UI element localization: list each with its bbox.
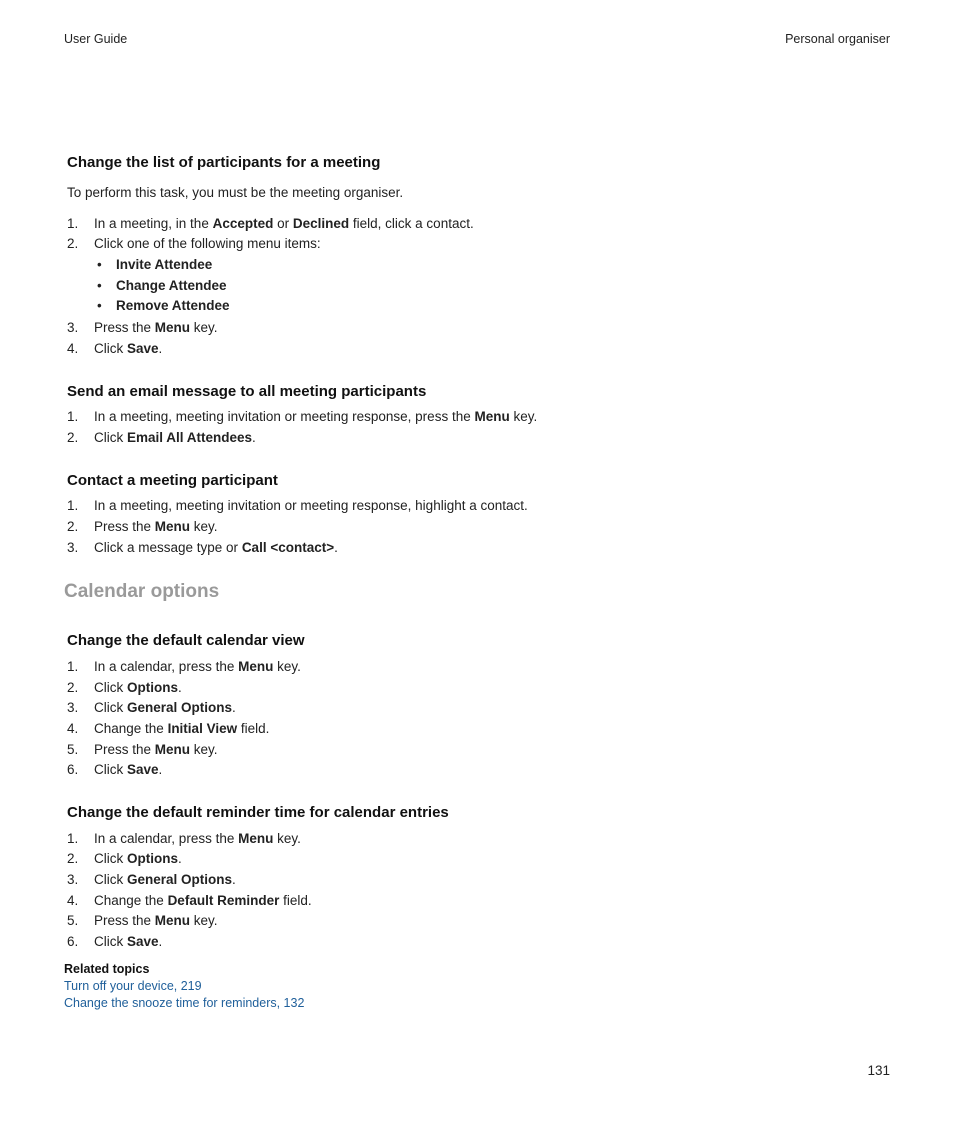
heading-default-view: Change the default calendar view (67, 632, 305, 649)
list-item: 4. Change the Initial View field. (67, 721, 270, 736)
bullet-item: • Remove Attendee (97, 298, 230, 313)
list-item: 1. In a meeting, in the Accepted or Declined field, click a contact. (67, 216, 474, 231)
list-item: 3. Press the Menu key. (67, 320, 218, 335)
list-item: 4. Click Save. (67, 341, 163, 356)
heading-send-email: Send an email message to all meeting participants (67, 383, 427, 400)
list-item: 6. Click Save. (67, 762, 163, 777)
list-item: 5. Press the Menu key. (67, 913, 218, 928)
section-heading-calendar-options: Calendar options (64, 581, 220, 602)
related-topics-title: Related topics (64, 962, 150, 976)
related-link-snooze-time[interactable]: Change the snooze time for reminders, 132 (64, 996, 305, 1010)
list-item: 2. Click one of the following menu items: (67, 236, 321, 251)
bullet-item: • Change Attendee (97, 278, 227, 293)
list-item: 3. Click a message type or Call <contact>. (67, 540, 338, 555)
list-item: 3. Click General Options. (67, 700, 236, 715)
list-item: 6. Click Save. (67, 934, 163, 949)
intro-text: To perform this task, you must be the meeting organiser. (67, 185, 404, 200)
heading-change-participants: Change the list of participants for a meeting (67, 154, 381, 171)
list-item: 2. Click Email All Attendees. (67, 430, 256, 445)
bullet-item: • Invite Attendee (97, 257, 213, 272)
list-item: 5. Press the Menu key. (67, 742, 218, 757)
list-item: 3. Click General Options. (67, 872, 236, 887)
list-item: 1. In a meeting, meeting invitation or meeting response, highlight a contact. (67, 498, 528, 513)
heading-default-reminder: Change the default reminder time for calendar entries (67, 804, 449, 821)
list-item: 1. In a calendar, press the Menu key. (67, 831, 301, 846)
list-item: 1. In a meeting, meeting invitation or meeting response, press the Menu key. (67, 409, 538, 424)
list-item: 2. Press the Menu key. (67, 519, 218, 534)
related-link-turn-off-device[interactable]: Turn off your device, 219 (64, 979, 202, 993)
header-right: Personal organiser (785, 32, 890, 46)
list-item: 1. In a calendar, press the Menu key. (67, 659, 301, 674)
list-item: 2. Click Options. (67, 680, 182, 695)
header-left: User Guide (64, 32, 128, 46)
heading-contact-participant: Contact a meeting participant (67, 472, 278, 489)
list-item: 2. Click Options. (67, 851, 182, 866)
list-item: 4. Change the Default Reminder field. (67, 893, 312, 908)
page-number: 131 (867, 1063, 890, 1078)
